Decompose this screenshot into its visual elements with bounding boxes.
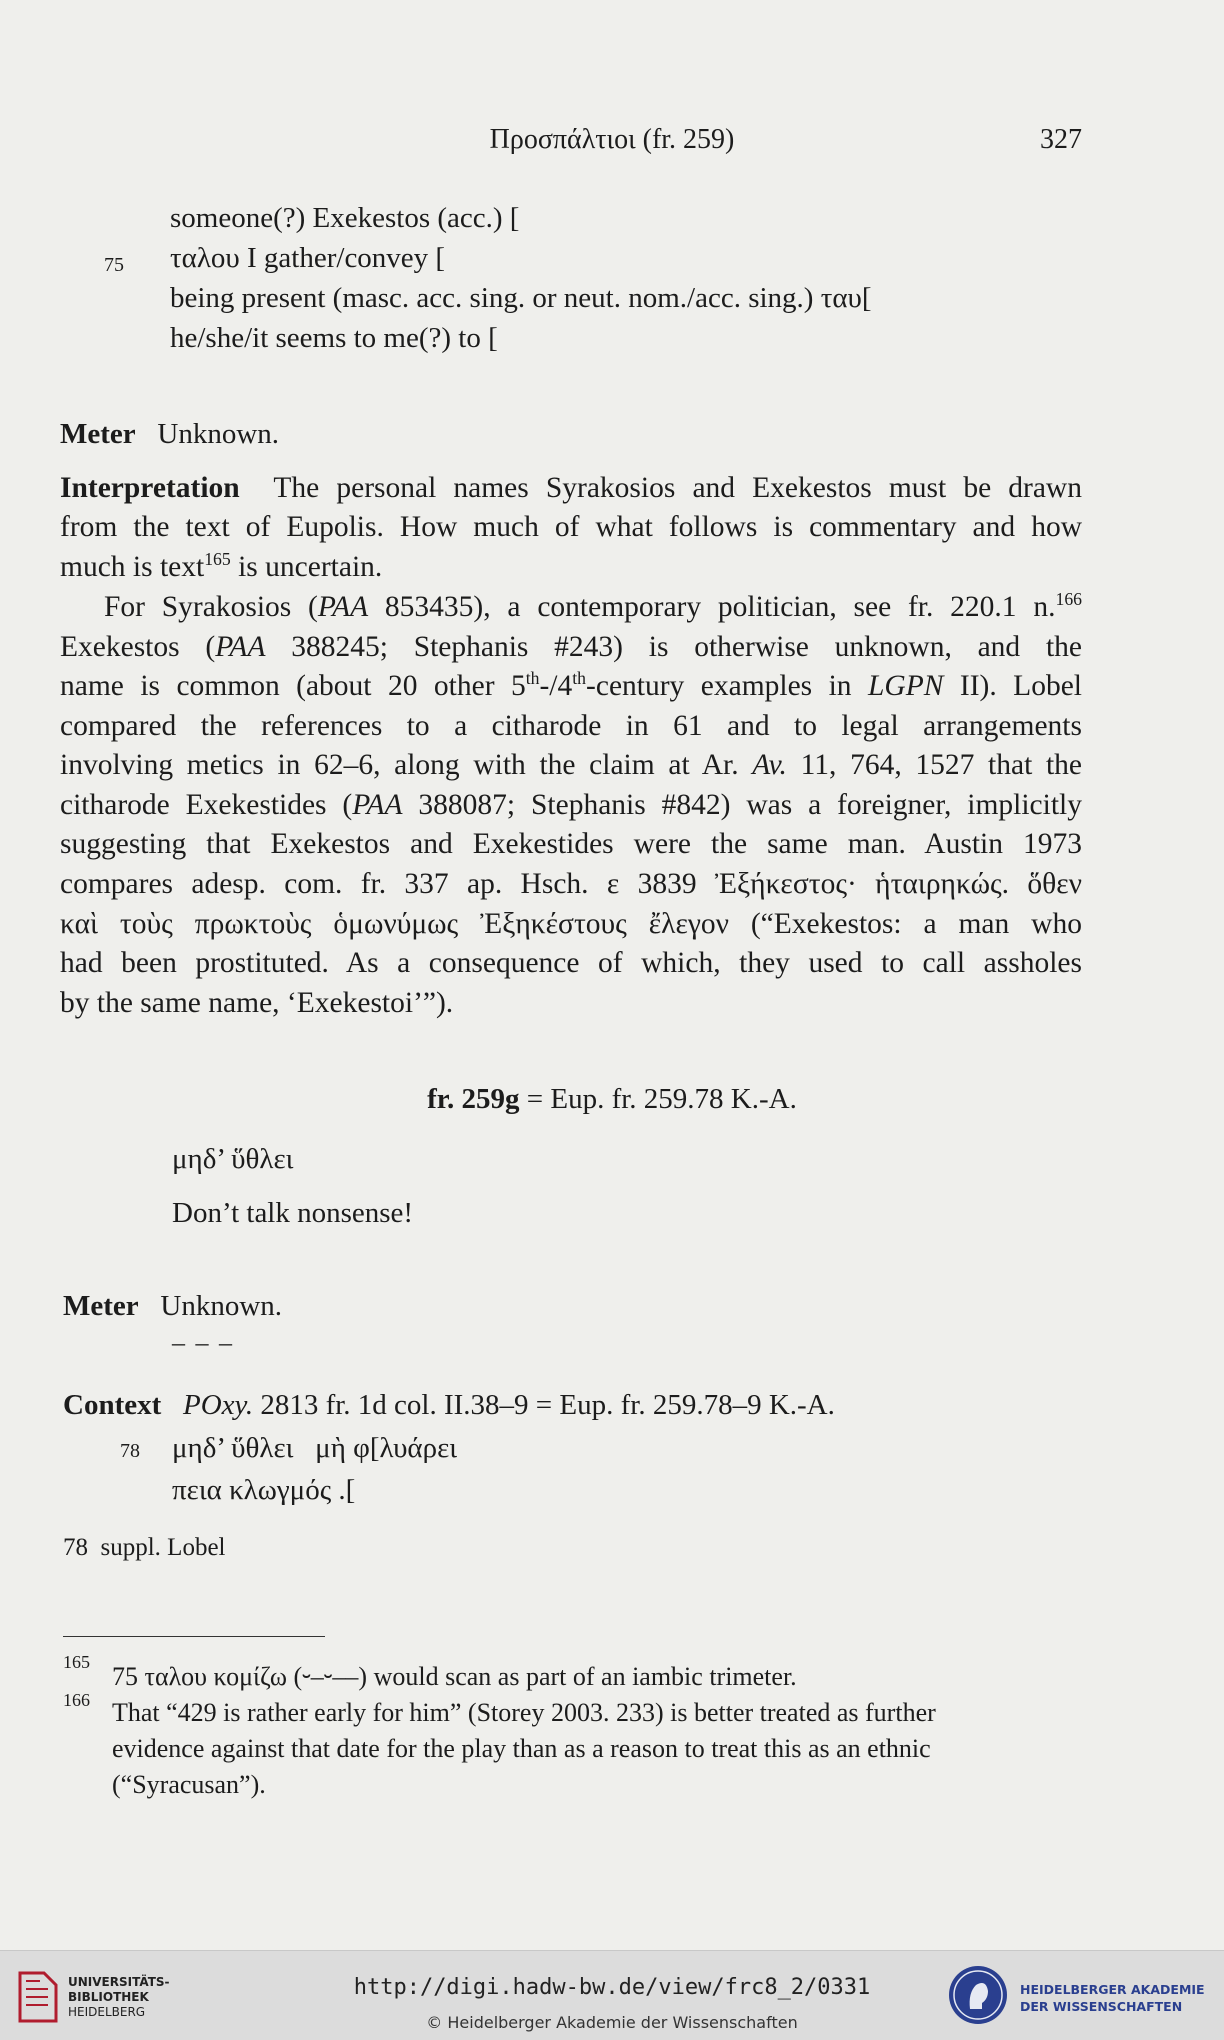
paragraph-line: suggesting that Exekestos and Exekestides were the same man. Austin 1973 (60, 828, 1082, 860)
interpretation-line-3: much is text$^{165}$ is uncertain. (60, 549, 383, 583)
copyright-notice: © Heidelberger Akademie der Wissenschaften (426, 2013, 798, 2032)
interpretation-label: Interpretation (60, 472, 240, 504)
paragraph-line: For Syrakosios (PAA 853435), a contemporary politician, see fr. 220.1 n.$^{166}$ (104, 589, 1082, 623)
fragment-greek: μηδ’ ὕθλει (172, 1143, 294, 1175)
viewer-footer (0, 1950, 1224, 2040)
meter-text: Unknown. (157, 418, 280, 450)
apparatus: 78 suppl. Lobel (63, 1534, 226, 1561)
verse-line: he/she/it seems to me(?) to [ (170, 322, 498, 354)
academy-name: HEIDELBERGER AKADEMIE DER WISSENSCHAFTEN (1020, 1982, 1205, 2014)
footnote-number: 165 (63, 1652, 90, 1672)
paragraph-line: involving metics in 62–6, along with the claim at Ar. Av. 11, 764, 1527 that the (60, 749, 1082, 781)
meter-label: Meter (63, 1290, 139, 1322)
footnote-rule (63, 1636, 325, 1637)
meter-text: Unknown. (160, 1290, 283, 1322)
context-section: Context POxy. 2813 fr. 1d col. II.38–9 = Eup. fr. 259.78–9 K.-A. (63, 1389, 835, 1421)
interpretation-line-1: Interpretation The personal names Syrakosios and Exekestos must be drawn (60, 472, 1082, 504)
paragraph-line: citharode Exekestides (PAA 388087; Stephanis #842) was a foreigner, implicitly (60, 789, 1082, 821)
footnote-ref[interactable]: 166 (1055, 589, 1082, 610)
interpretation-line-2: from the text of Eupolis. How much of what follows is commentary and how (60, 511, 1082, 543)
line-number: 75 (104, 254, 124, 276)
paragraph-line: had been prostituted. As a consequence of which, they used to call assholes (60, 947, 1082, 979)
footnote-text: (“Syracusan”). (112, 1770, 266, 1799)
footnote-number: 166 (63, 1690, 90, 1710)
footnote-ref[interactable]: 165 (204, 549, 231, 570)
fragment-heading: fr. 259g = Eup. fr. 259.78 K.-A. (427, 1083, 797, 1115)
paragraph-line: compares adesp. com. fr. 337 ap. Hsch. ε 3839 Ἐξήκεστος· ἡταιρηκώς. ὅθεν (60, 868, 1082, 900)
page-number: 327 (1040, 124, 1082, 155)
meter-label: Meter (60, 418, 136, 450)
verse-line: ταλου I gather/convey [ (170, 242, 446, 274)
fragment-translation: Don’t talk nonsense! (172, 1197, 414, 1229)
context-verse: πεια κλωγμός .[ (172, 1474, 356, 1506)
line-number: 78 (120, 1440, 140, 1462)
footnote-text: That “429 is rather early for him” (Storey 2003. 233) is better treated as further (112, 1698, 936, 1727)
paragraph-line: Exekestos (PAA 388245; Stephanis #243) is otherwise unknown, and the (60, 631, 1082, 663)
context-verse: μηδ’ ὕθλει μὴ φ[λυάρει (172, 1432, 458, 1464)
paragraph-line: καὶ τοὺς πρωκτοὺς ὁμωνύμως Ἐξηκέστους ἔλεγον (“Exekestos: a man who (60, 908, 1082, 940)
scansion: – – – (172, 1328, 234, 1357)
footnote-text: evidence against that date for the play than as a reason to treat this as an ethnic (112, 1734, 931, 1763)
library-name: UNIVERSITÄTS- BIBLIOTHEK HEIDELBERG (68, 1975, 170, 2019)
meter-section (63, 1290, 282, 1323)
paragraph-line: by the same name, ‘Exekestoi’”). (60, 987, 454, 1019)
paragraph-line: compared the references to a citharode in 61 and to legal arrangements (60, 710, 1082, 742)
permalink-url[interactable]: http://digi.hadw-bw.de/view/frc8_2/0331 (353, 1975, 871, 2000)
verse-line: being present (masc. acc. sing. or neut. nom./acc. sing.) ταυ[ (170, 282, 872, 314)
academy-seal-icon (946, 1963, 1010, 2027)
paragraph-line: name is common (about 20 other 5th-/4th-century examples in LGPN II). Lobel (60, 668, 1082, 702)
context-label: Context (63, 1389, 162, 1421)
footnote-text: 75 ταλου κομίζω (⏑–⏑––) would scan as part of an iambic trimeter. (112, 1662, 797, 1691)
verse-line: someone(?) Exekestos (acc.) [ (170, 202, 520, 234)
meter-section (60, 418, 279, 451)
running-header-title: Προσπάλτιοι (fr. 259) (489, 124, 735, 155)
